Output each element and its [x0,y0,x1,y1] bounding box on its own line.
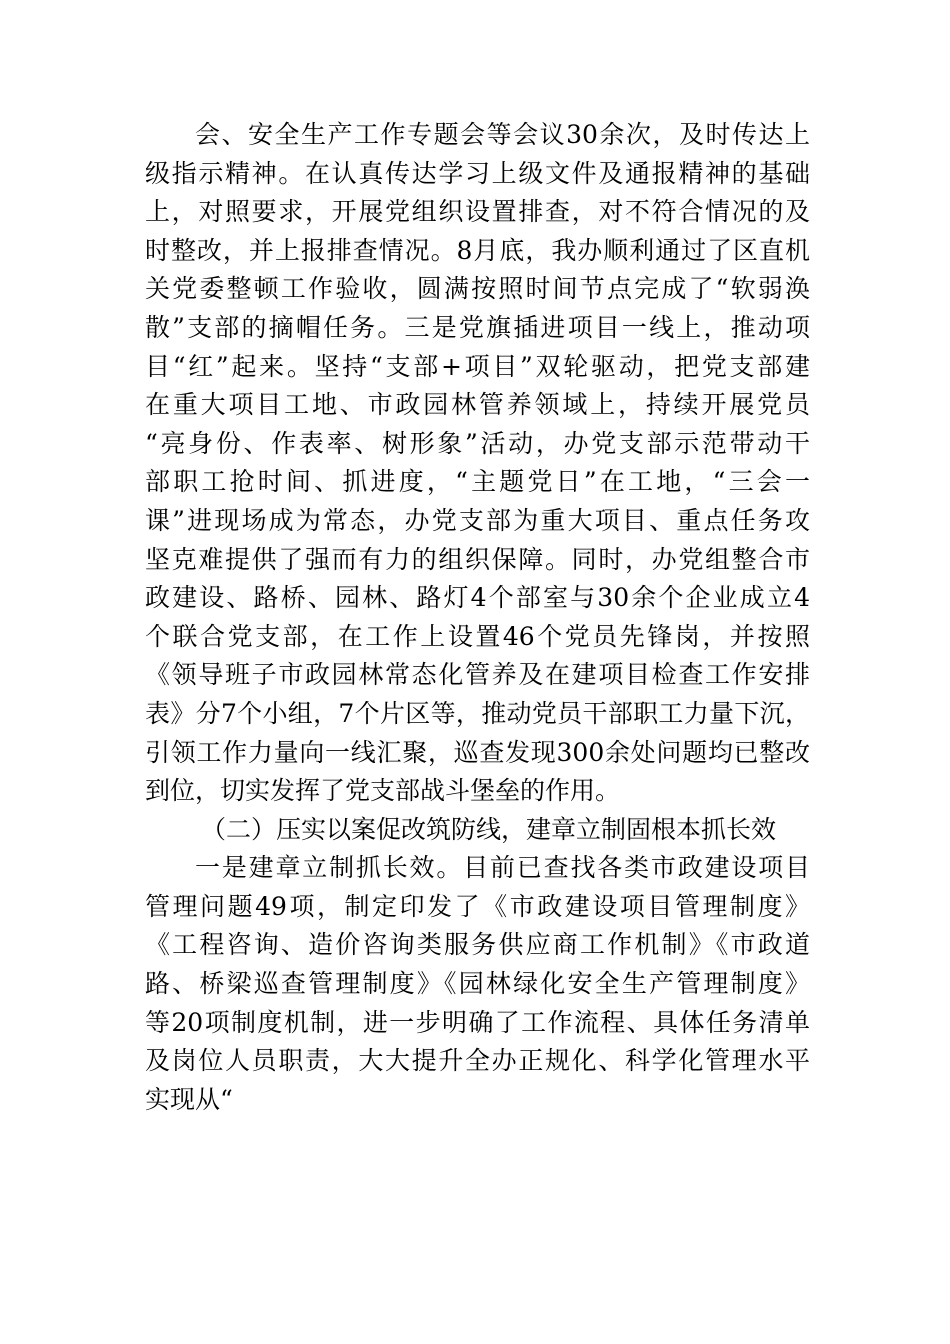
text-line: 路、桥梁巡查管理制度》《园林绿化安全生产管理制度》 [145,969,810,999]
document-body [145,116,810,1119]
text-line: 一是建章立制抓长效。目前已查找各类市政建设项目 [195,853,810,883]
text-line: 时整改，并上报排查情况。8月底，我办顺利通过了区直机 [145,235,810,265]
text-line: 部职工抢时间、抓进度，“主题党日”在工地，“三会一 [145,467,810,497]
text-line: 级指示精神。在认真传达学习上级文件及通报精神的基础 [145,158,810,188]
text-line: 《工程咨询、造价咨询类服务供应商工作机制》《市政道 [145,930,810,960]
text-line: 政建设、路桥、园林、路灯4个部室与30余个企业成立4 [145,583,810,613]
text-line: 在重大项目工地、市政园林管养领域上，持续开展党员 [145,390,810,420]
text-line: 到位，切实发挥了党支部战斗堡垒的作用。 [145,776,621,806]
text-line: 会、安全生产工作专题会等会议30余次，及时传达上 [195,120,810,149]
text-line: 散”支部的摘帽任务。三是党旗插进项目一线上，推动项 [145,312,810,342]
text-line: 等20项制度机制，进一步明确了工作流程、具体任务清单 [145,1007,810,1037]
text-line: 上，对照要求，开展党组织设置排查，对不符合情况的及 [145,197,810,227]
text-line: 目“红”起来。坚持“支部+项目”双轮驱动，把党支部建 [145,351,810,381]
text-line: “亮身份、作表率、树形象”活动，办党支部示范带动干 [145,428,810,458]
text-line: 《领导班子市政园林常态化管养及在建项目检查工作安排 [145,660,810,690]
text-line: 及岗位人员职责，大大提升全办正规化、科学化管理水平 [145,1046,810,1076]
text-line: 引领工作力量向一线汇聚，巡查发现300余处问题均已整改 [145,737,810,767]
text-line: 实现从“ [145,1084,233,1114]
section-heading: （二）压实以案促改筑防线，建章立制固根本抓长效 [201,814,777,844]
text-line: 表》分7个小组，7个片区等，推动党员干部职工力量下沉， [145,698,810,728]
text-line: 关党委整顿工作验收，圆满按照时间节点完成了“软弱涣 [145,274,810,304]
text-line: 个联合党支部，在工作上设置46个党员先锋岗，并按照 [145,621,810,651]
text-line: 管理问题49项，制定印发了《市政建设项目管理制度》 [145,891,810,921]
text-line: 坚克难提供了强而有力的组织保障。同时，办党组整合市 [145,544,810,574]
text-line: 课”进现场成为常态，办党支部为重大项目、重点任务攻 [145,505,810,535]
